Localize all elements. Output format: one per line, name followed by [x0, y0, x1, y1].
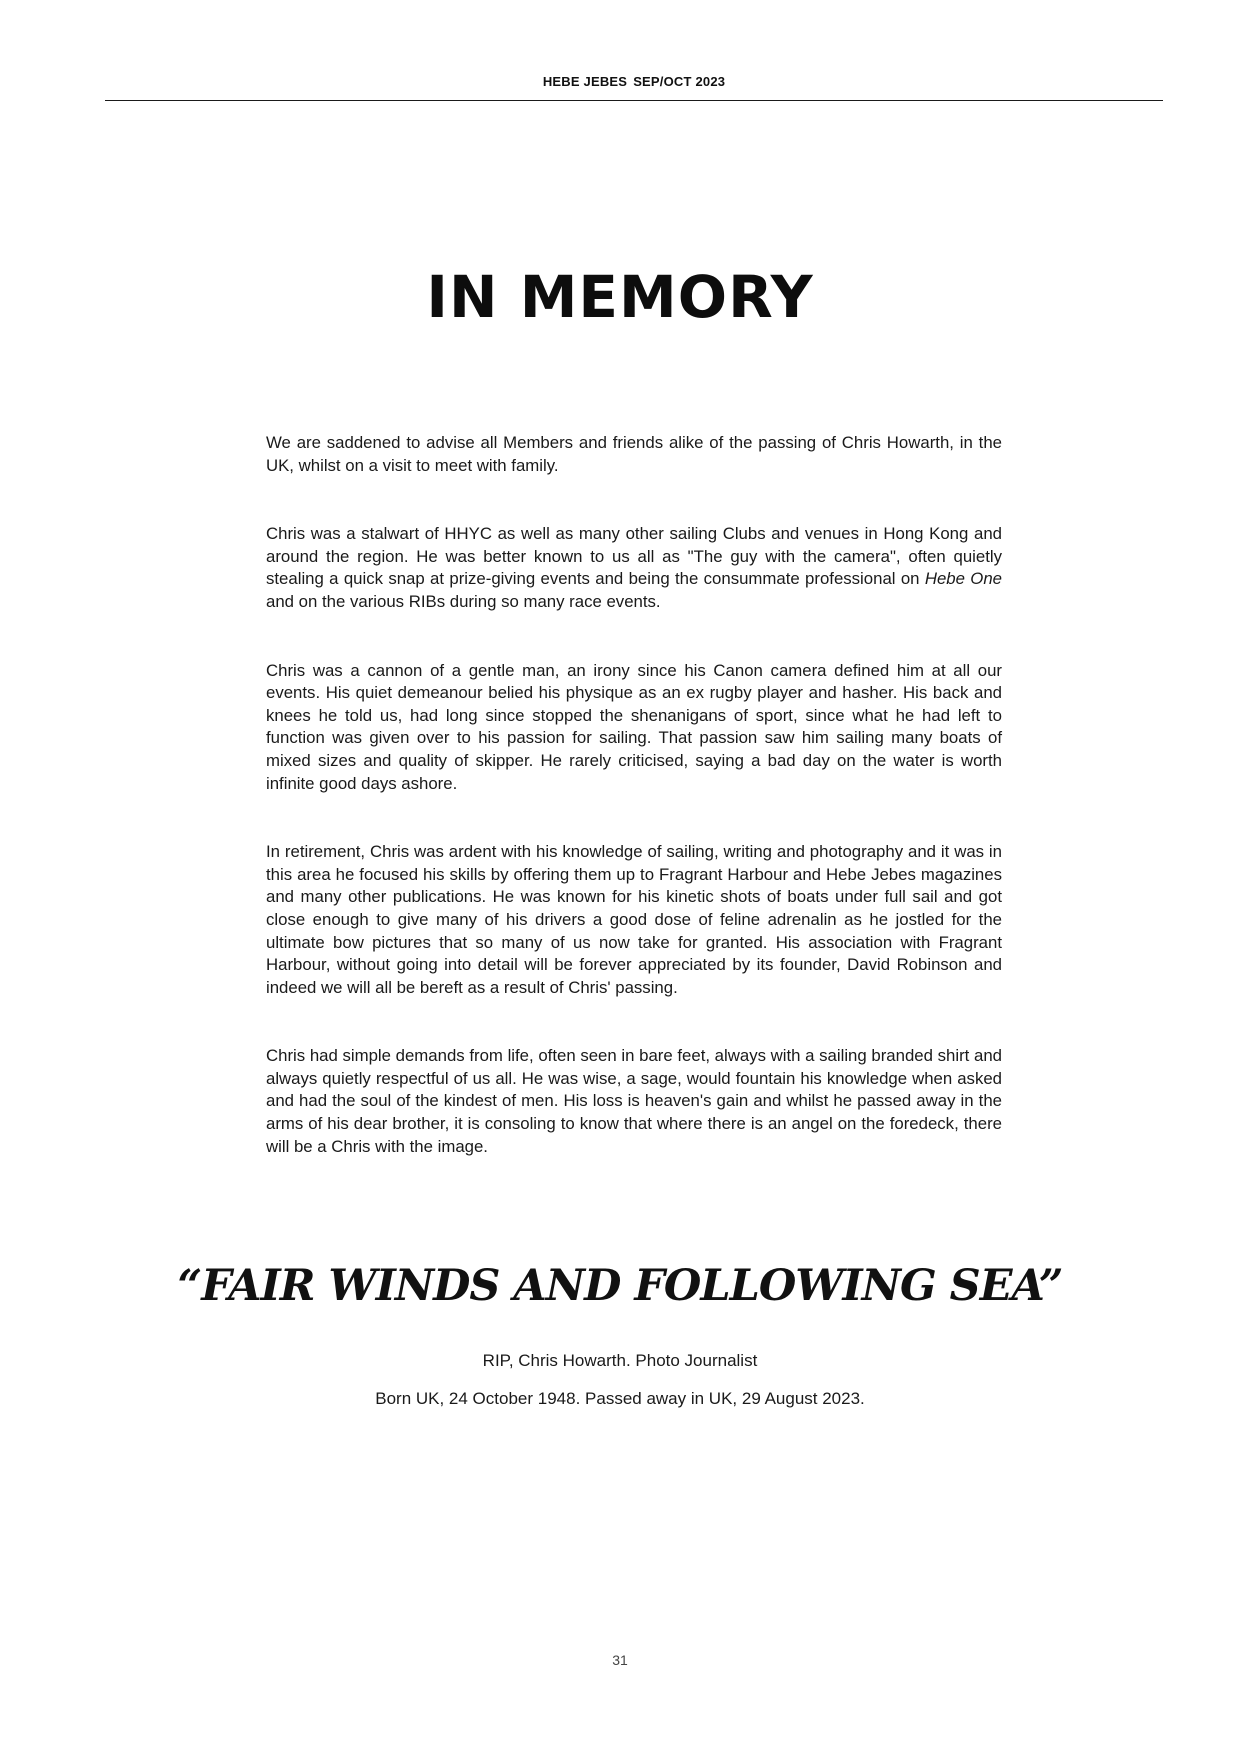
paragraph-3: Chris was a cannon of a gentle man, an irony since his Canon camera defined him at all our events. His quiet demeanour belied his physique as an ex rugby player and hasher. His back and knees he told us, had long since stopped the shenanigans of sport, since what he had left to function was given over to his passion for sailing. That passion saw him sailing many boats of mixed sizes and quality of skipper. He rarely criticised, saying a bad day on the water is worth infinite good days ashore.: [266, 660, 1002, 793]
paragraph-4: In retirement, Chris was ardent with his knowledge of sailing, writing and photography and it was in this area he focused his skills by offering them up to Fragrant Harbour and Hebe Jebes magazines and many other publications. He was known for his kinetic shots of boats under full sail and got close enough to give many of his drivers a good dose of feline adrenalin as he jostled for the ultimate bow pictures that so many of us now take for granted. His association with Fragrant Harbour, without going into detail will be forever appreciated by its founder, David Robinson and indeed we will all be bereft as a result of Chris' passing.: [266, 842, 1002, 997]
paragraph-2: [266, 523, 1002, 613]
paragraph-2-text: Chris was a stalwart of HHYC as well as many other sailing Clubs and venues in Hong Kong and around the region. He was better known to us all as "The guy with the camera", often quietly stealing a quick snap at prize-giving events and being the consummate professional on: [266, 524, 1002, 589]
article-body: [266, 432, 1002, 1204]
issue-date: SEP/OCT 2023: [633, 74, 726, 89]
paragraph-5: Chris had simple demands from life, often seen in bare feet, always with a sailing branded shirt and always quietly respectful of us all. He was wise, a sage, would fountain his knowledge when asked and had the soul of the kindest of men. His loss is heaven's gain and whilst he passed away in the arms of his dear brother, it is consoling to know that where there is an angel on the foredeck, there will be a Chris with the image.: [266, 1046, 1002, 1156]
paragraph-1: We are saddened to advise all Members and friends alike of the passing of Chris Howarth, in the UK, whilst on a visit to meet with family.: [266, 433, 1002, 475]
rip-line: RIP, Chris Howarth. Photo Journalist: [482, 1351, 758, 1370]
dates-line: Born UK, 24 October 1948. Passed away in UK, 29 August 2023.: [375, 1389, 865, 1408]
memorial-quote: “FAIR WINDS AND FOLLOWING SEA”: [177, 1261, 1063, 1311]
page-number: 31: [612, 1652, 628, 1668]
page-header: [105, 74, 1163, 101]
page-title: IN MEMORY: [426, 263, 814, 331]
paragraph-2-end: and on the various RIBs during so many race events.: [266, 591, 661, 611]
boat-name: Hebe One: [924, 569, 1003, 589]
magazine-name: HEBE JEBES: [542, 74, 628, 89]
